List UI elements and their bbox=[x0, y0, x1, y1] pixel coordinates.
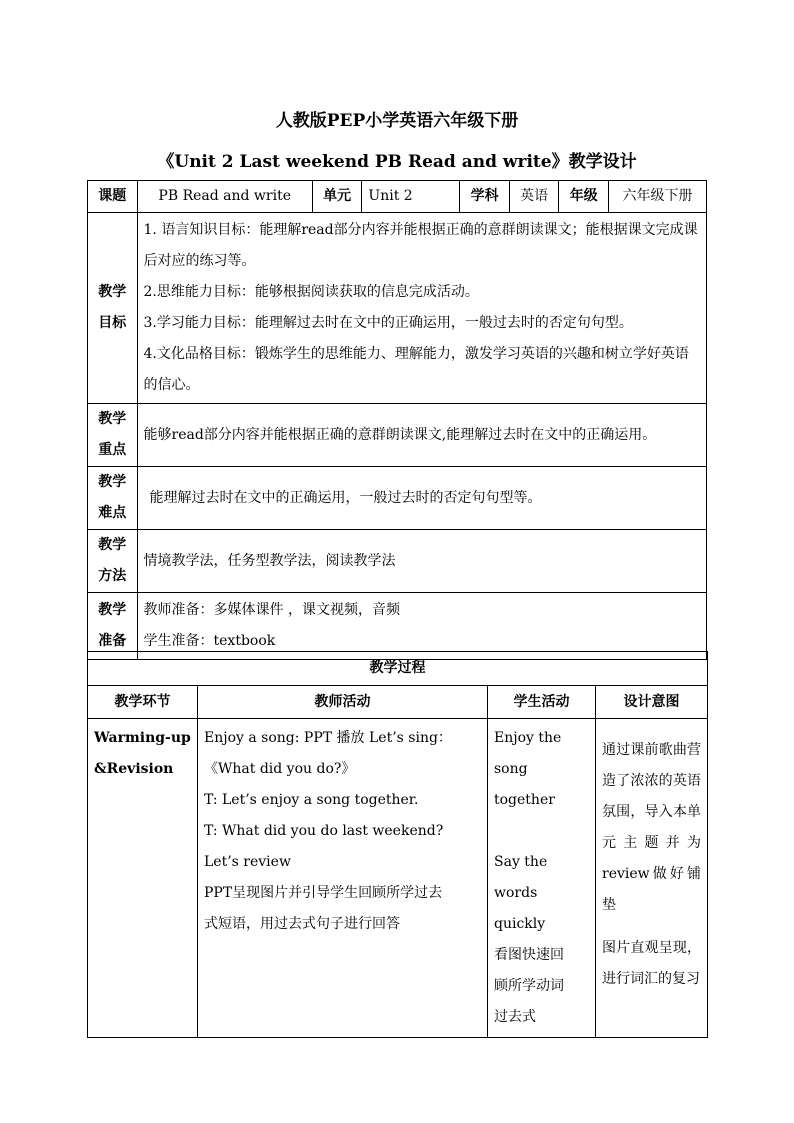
methods-label bbox=[88, 530, 138, 593]
design-intent-a: 通过课前歌曲营造了浓浓的英语氛围，导入本单元主题并为review做好铺垫 bbox=[602, 742, 701, 913]
difficult-points-label-line2: 难点 bbox=[98, 505, 127, 521]
difficult-points-label bbox=[88, 467, 138, 530]
teaching-process-table bbox=[87, 651, 708, 1038]
header-stage: 教学环节 bbox=[88, 686, 198, 719]
info-row bbox=[88, 181, 707, 213]
student-line: Enjoy the bbox=[494, 730, 562, 746]
subject-value: 英语 bbox=[509, 181, 559, 213]
student-activity-cell bbox=[488, 719, 596, 1038]
key-points-label-line1: 教学 bbox=[98, 411, 127, 427]
grade-value: 六年级下册 bbox=[608, 181, 706, 213]
goal-item: 3.学习能力目标：能理解过去时在文中的正确运用，一般过去时的否定句句型。 bbox=[143, 315, 633, 331]
header-design-intent: 设计意图 bbox=[596, 686, 708, 719]
goals-label-line1: 教学 bbox=[98, 284, 127, 300]
header-student-activity: 学生活动 bbox=[488, 686, 596, 719]
topic-label: 课题 bbox=[88, 181, 138, 213]
methods-label-line2: 方法 bbox=[98, 568, 127, 584]
process-title: 教学过程 bbox=[88, 652, 708, 686]
spacer bbox=[602, 921, 701, 933]
teacher-preparation: 教师准备：多媒体课件 ，课文视频，音频 bbox=[143, 602, 400, 618]
student-line: Say the words bbox=[494, 854, 548, 901]
preparation-label-line1: 教学 bbox=[98, 602, 127, 618]
document-title: 人教版PEP小学英语六年级下册 bbox=[275, 111, 519, 131]
process-header-row bbox=[88, 686, 708, 719]
stage-line: Warming-up bbox=[94, 730, 191, 746]
header-teacher-activity: 教师活动 bbox=[198, 686, 488, 719]
student-line: 顾所学动词 bbox=[494, 978, 564, 994]
unit-label: 单元 bbox=[312, 181, 362, 213]
preparation-label-line2: 准备 bbox=[98, 633, 127, 649]
student-line: 看图快速回 bbox=[494, 947, 564, 963]
unit-value: Unit 2 bbox=[362, 181, 460, 213]
key-points-row bbox=[88, 404, 707, 467]
teacher-line: 式短语，用过去式句子进行回答 bbox=[204, 916, 400, 932]
methods-label-line1: 教学 bbox=[98, 537, 127, 553]
preparation-label bbox=[88, 593, 138, 660]
teacher-line: 《What did you do?》 bbox=[204, 761, 356, 777]
methods-row bbox=[88, 530, 707, 593]
topic-value: PB Read and write bbox=[137, 181, 312, 213]
spacer bbox=[494, 816, 589, 847]
grade-label: 年级 bbox=[559, 181, 609, 213]
goals-content bbox=[137, 213, 706, 404]
process-row-warmup bbox=[88, 719, 708, 1038]
lesson-info-table bbox=[87, 180, 707, 660]
difficult-points-text: 能理解过去时在文中的正确运用，一般过去时的否定句句型等。 bbox=[137, 467, 706, 530]
goals-label bbox=[88, 213, 138, 404]
student-preparation: 学生准备：textbook bbox=[143, 633, 276, 649]
key-points-label-line2: 重点 bbox=[98, 442, 127, 458]
goals-row bbox=[88, 213, 707, 404]
document-subtitle: 《Unit 2 Last weekend PB Read and write》教学设计 bbox=[157, 152, 637, 172]
stage-line: &Revision bbox=[94, 761, 174, 777]
design-intent-cell bbox=[596, 719, 708, 1038]
teacher-line: T: Let’s enjoy a song together. bbox=[204, 792, 419, 808]
teacher-line: Enjoy a song: PPT 播放 Let’s sing： bbox=[204, 730, 452, 746]
teacher-line: Let’s review bbox=[204, 854, 291, 870]
goal-item: 2.思维能力目标：能够根据阅读获取的信息完成活动。 bbox=[143, 284, 479, 300]
design-intent-b: 图片直观呈现，进行词汇的复习 bbox=[602, 940, 701, 987]
key-points-label bbox=[88, 404, 138, 467]
teacher-line: PPT呈现图片并引导学生回顾所学过去 bbox=[204, 885, 443, 901]
goal-item: 1. 语言知识目标：能理解read部分内容并能根据正确的意群朗读课文；能根据课文完成课后对应的练习等。 bbox=[143, 222, 698, 269]
methods-text: 情境教学法，任务型教学法，阅读教学法 bbox=[137, 530, 706, 593]
difficult-points-row bbox=[88, 467, 707, 530]
preparation-row bbox=[88, 593, 707, 660]
student-line: quickly bbox=[494, 916, 546, 932]
goal-item: 4.文化品格目标：锻炼学生的思维能力、理解能力，激发学习英语的兴趣和树立学好英语的信心。 bbox=[143, 346, 689, 393]
teacher-activity-cell bbox=[198, 719, 488, 1038]
student-line: 过去式 bbox=[494, 1009, 536, 1025]
process-title-row bbox=[88, 652, 708, 686]
key-points-text: 能够read部分内容并能根据正确的意群朗读课文,能理解过去时在文中的正确运用。 bbox=[137, 404, 706, 467]
teacher-line: T: What did you do last weekend? bbox=[204, 823, 444, 839]
student-line: song together bbox=[494, 761, 555, 808]
stage-cell bbox=[88, 719, 198, 1038]
difficult-points-label-line1: 教学 bbox=[98, 474, 127, 490]
preparation-content bbox=[137, 593, 706, 660]
subject-label: 学科 bbox=[460, 181, 510, 213]
goals-label-line2: 目标 bbox=[98, 315, 127, 331]
